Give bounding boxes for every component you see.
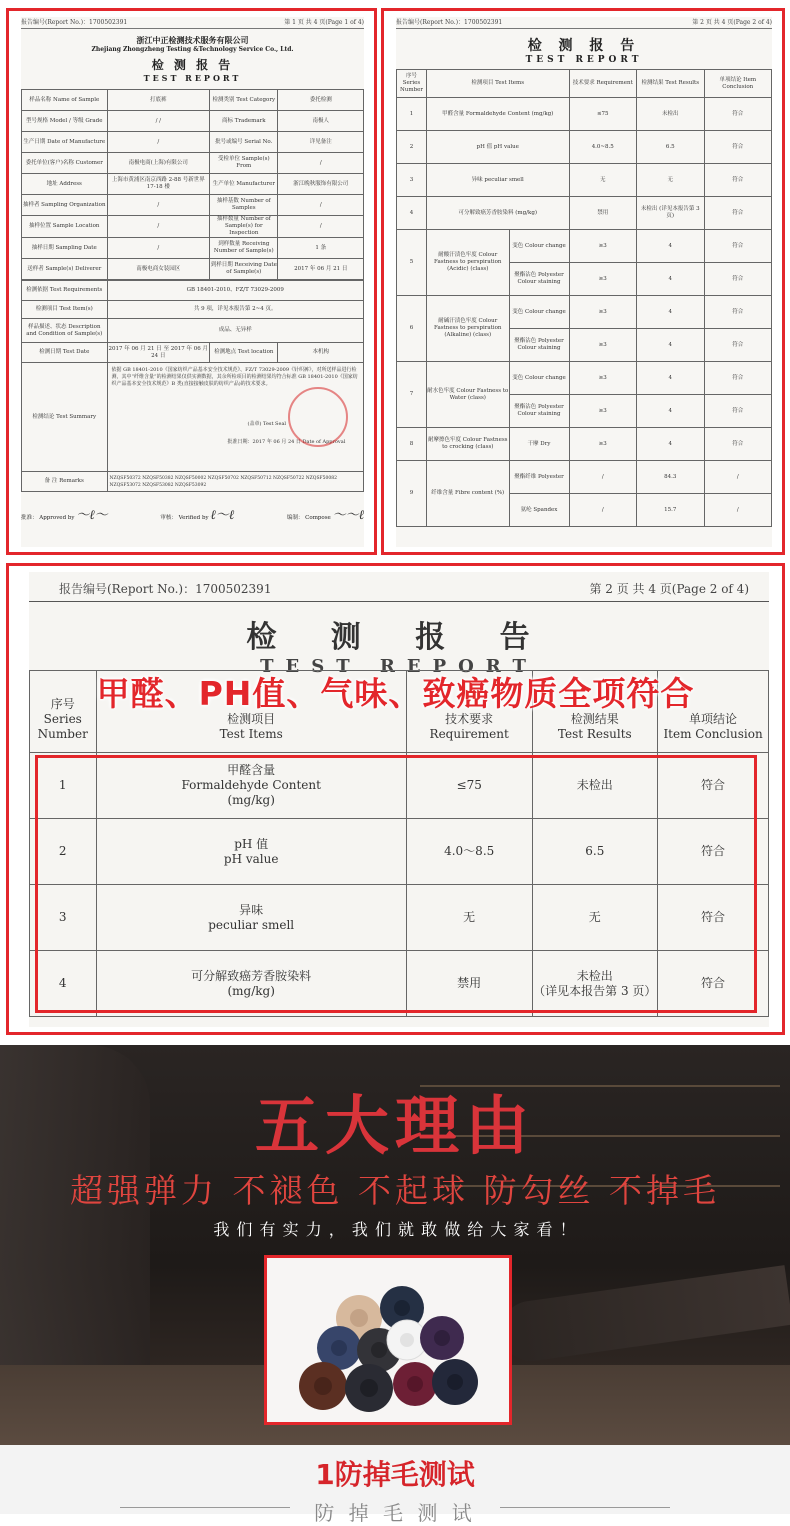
report-number: 报告编号(Report No.)：1700502391 bbox=[396, 19, 503, 26]
column-header: 检测结果 Test Results bbox=[637, 70, 705, 98]
field-label: 检测类别 Test Category bbox=[210, 90, 278, 111]
loc-label: 检测地点 Test location bbox=[210, 343, 278, 363]
column-header: 技术要求 Requirement bbox=[569, 70, 637, 98]
five-reasons-banner bbox=[0, 1045, 790, 1445]
requirement: 无 bbox=[569, 164, 637, 197]
column-header: 检测项目 Test Items bbox=[96, 671, 406, 753]
table-row bbox=[397, 362, 772, 395]
test-result: 4 bbox=[637, 428, 705, 461]
item-conclusion: 符合 bbox=[704, 329, 772, 362]
requirement: ≥3 bbox=[569, 296, 637, 329]
requirement: 4.0~8.5 bbox=[569, 131, 637, 164]
field-value: / bbox=[107, 195, 210, 216]
table-row bbox=[397, 131, 772, 164]
date-value: 2017 年 06 月 21 日 至 2017 年 06 月 24 日 bbox=[107, 343, 210, 363]
field-label: 生产日期 Date of Manufacture bbox=[22, 132, 108, 153]
table-row bbox=[397, 98, 772, 131]
report-page-1-panel bbox=[6, 8, 377, 555]
report-page-2 bbox=[396, 17, 772, 547]
item-conclusion: / bbox=[704, 461, 772, 494]
roll-purple bbox=[420, 1316, 464, 1360]
series-number: 2 bbox=[30, 819, 97, 885]
field-value: 浙江晚秋服饰有限公司 bbox=[278, 174, 364, 195]
test-item: 纤维含量 Fibre content (%) bbox=[427, 461, 510, 527]
test-sub-item: 聚酯沾色 Polyester Colour staining bbox=[509, 329, 569, 362]
series-number: 8 bbox=[397, 428, 427, 461]
table-row bbox=[397, 230, 772, 263]
item-conclusion: 符合 bbox=[704, 428, 772, 461]
field-value: 2017 年 06 月 21 日 bbox=[278, 259, 364, 280]
promo-tagline: 我 们 有 实 力 ， 我 们 就 敢 做 给 大 家 看 ！ bbox=[213, 1220, 577, 1239]
test-sub-item: 聚酯沾色 Polyester Colour staining bbox=[509, 263, 569, 296]
table-row bbox=[22, 111, 364, 132]
report-title-en: TEST REPORT bbox=[525, 55, 643, 65]
item-conclusion: 符合 bbox=[658, 753, 769, 819]
table-row bbox=[397, 296, 772, 329]
field-value: 南极电商(上海)有限公司 bbox=[107, 153, 210, 174]
field-label: 送样者 Sample(s) Deliverer bbox=[22, 259, 108, 280]
summary-label: 检测结论 Test Summary bbox=[22, 363, 108, 472]
table-row bbox=[22, 259, 364, 280]
series-number: 1 bbox=[30, 753, 97, 819]
field-value: / bbox=[278, 195, 364, 216]
section-subtitle: 防 掉 毛 测 试 bbox=[314, 1501, 476, 1525]
item-conclusion: 符合 bbox=[704, 164, 772, 197]
field-value: 详见备注 bbox=[278, 132, 364, 153]
field-label: 生产单位 Manufacturer bbox=[210, 174, 278, 195]
field-value: / bbox=[278, 216, 364, 238]
test-result: 无 bbox=[637, 164, 705, 197]
test-item: 甲醛含量 Formaldehyde Content (mg/kg) bbox=[96, 753, 406, 819]
items-label: 检测项目 Test Item(s) bbox=[22, 301, 108, 319]
loc-value: 本机构 bbox=[278, 343, 364, 363]
basis-label: 检测依据 Test Requirements bbox=[22, 281, 108, 301]
test-result: 4 bbox=[637, 296, 705, 329]
field-value: / / bbox=[107, 111, 210, 132]
field-label: 抽样基数 Number of Samples bbox=[210, 195, 278, 216]
approval-date: 批准日期：2017 年 06 月 24 日 Date of Approval bbox=[227, 439, 346, 445]
test-sub-item: 变色 Colour change bbox=[509, 230, 569, 263]
series-number: 9 bbox=[397, 461, 427, 527]
field-value: 上海市黄浦区南京西路 2-88 号新世界 17-18 楼 bbox=[107, 174, 210, 195]
column-header: 单项结论 Item Conclusion bbox=[658, 671, 769, 753]
series-number: 3 bbox=[30, 885, 97, 951]
page-number: 第 1 页 共 4 页(Page 1 of 4) bbox=[284, 19, 364, 26]
item-conclusion: 符合 bbox=[704, 131, 772, 164]
item-conclusion: 符合 bbox=[704, 230, 772, 263]
field-value: 南极电商女装园区 bbox=[107, 259, 210, 280]
test-item: 耐摩擦色牢度 Colour Fastness to crocking (class) bbox=[427, 428, 510, 461]
requirement: ≥3 bbox=[569, 329, 637, 362]
test-seal-stamp bbox=[288, 387, 348, 447]
test-item: 可分解致癌芳香胺染料 (mg/kg) bbox=[427, 197, 570, 230]
report-title-cn: 检 测 报 告 bbox=[246, 620, 552, 655]
approved-by: 批准： Approved by 〜ℓ〜 bbox=[21, 508, 108, 523]
test-result: 4 bbox=[637, 395, 705, 428]
test-result: 未检出 (详见本报告第 3 页) bbox=[637, 197, 705, 230]
report-page-1 bbox=[21, 17, 364, 547]
composer-signature: 〜〜ℓ bbox=[332, 508, 364, 523]
requirement: / bbox=[569, 494, 637, 527]
column-header: 序号 Series Number bbox=[397, 70, 427, 98]
test-result: 4 bbox=[637, 329, 705, 362]
seal-text: (盖章) Test Seal bbox=[247, 421, 287, 427]
field-label: 到样数量 Receiving Number of Sample(s) bbox=[210, 238, 278, 259]
test-item: pH 值 pH value bbox=[427, 131, 570, 164]
requirement: 禁用 bbox=[569, 197, 637, 230]
requirement: 禁用 bbox=[406, 951, 532, 1017]
item-conclusion: 符合 bbox=[704, 395, 772, 428]
table-row bbox=[22, 238, 364, 259]
field-value: / bbox=[278, 153, 364, 174]
sample-info-table bbox=[21, 89, 364, 280]
column-header: 序号 Series Number bbox=[30, 671, 97, 753]
table-header-row bbox=[397, 70, 772, 98]
table-row bbox=[22, 132, 364, 153]
report-title-cn: 检 测 报 告 bbox=[527, 38, 641, 54]
test-sub-item: 干摩 Dry bbox=[509, 428, 569, 461]
field-label: 抽样日期 Sampling Date bbox=[22, 238, 108, 259]
series-number: 4 bbox=[397, 197, 427, 230]
series-number: 1 bbox=[397, 98, 427, 131]
report-number: 报告编号(Report No.)：1700502391 bbox=[21, 19, 128, 26]
test-item: 甲醛含量 Formaldehyde Content (mg/kg) bbox=[427, 98, 570, 131]
test-result: 未检出 bbox=[637, 98, 705, 131]
test-sub-item: 氨纶 Spandex bbox=[509, 494, 569, 527]
table-row bbox=[22, 90, 364, 111]
requirement: ≥3 bbox=[569, 362, 637, 395]
item-conclusion: / bbox=[704, 494, 772, 527]
field-value: 南极人 bbox=[278, 111, 364, 132]
field-value: / bbox=[107, 216, 210, 238]
composed-by: 编制： Compose 〜〜ℓ bbox=[286, 508, 364, 523]
report-detail-table bbox=[21, 280, 364, 492]
requirement: 无 bbox=[406, 885, 532, 951]
test-sub-item: 聚酯沾色 Polyester Colour staining bbox=[509, 395, 569, 428]
test-result: 84.3 bbox=[637, 461, 705, 494]
requirement: 4.0～8.5 bbox=[406, 819, 532, 885]
roll-dark-blue bbox=[432, 1359, 478, 1405]
item-conclusion: 符合 bbox=[704, 296, 772, 329]
field-value: 委托检测 bbox=[278, 90, 364, 111]
series-number: 4 bbox=[30, 951, 97, 1017]
section-heading-area bbox=[0, 1445, 790, 1525]
test-result: 15.7 bbox=[637, 494, 705, 527]
table-row bbox=[22, 216, 364, 238]
field-label: 抽样位置 Sample Location bbox=[22, 216, 108, 238]
field-label: 商标 Trademark bbox=[210, 111, 278, 132]
org-name-cn: 浙江中正检测技术服务有限公司 bbox=[136, 35, 249, 45]
leggings-rolls-illustration bbox=[267, 1258, 509, 1422]
remarks-value: NZQSF50372 NZQSF50382 NZQSF50002 NZQSF50702 NZQSF50712 NZQSF50722 NZQSF50082 NZQSF53072 NZQSF53082 NZQSF53092 bbox=[107, 472, 364, 492]
report-page-2-panel bbox=[381, 8, 785, 555]
series-number: 7 bbox=[397, 362, 427, 428]
field-label: 受检单位 Sample(s) From bbox=[210, 153, 278, 174]
verified-by: 审核： Verified by ℓ〜ℓ bbox=[160, 508, 235, 523]
promo-subtitle: 超强弹力 不褪色 不起球 防勾丝 不掉毛 bbox=[70, 1171, 720, 1210]
field-value: 打底裤 bbox=[107, 90, 210, 111]
table-row bbox=[22, 174, 364, 195]
requirement: ≥3 bbox=[569, 428, 637, 461]
basis-value: GB 18401-2010、FZ/T 73029-2009 bbox=[107, 281, 364, 301]
table-row bbox=[397, 461, 772, 494]
field-value: / bbox=[107, 238, 210, 259]
report-header bbox=[29, 572, 769, 602]
series-number: 3 bbox=[397, 164, 427, 197]
test-results-table bbox=[396, 69, 772, 527]
field-label: 抽样者 Sampling Organization bbox=[22, 195, 108, 216]
item-conclusion: 符合 bbox=[704, 98, 772, 131]
test-result: 未检出 （详见本报告第 3 页） bbox=[532, 951, 658, 1017]
field-label: 到样日期 Receiving Date of Sample(s) bbox=[210, 259, 278, 280]
promo-title: 五大理由 bbox=[255, 1090, 535, 1164]
table-row bbox=[397, 197, 772, 230]
test-result: 6.5 bbox=[637, 131, 705, 164]
requirement: ≤75 bbox=[406, 753, 532, 819]
test-result: 未检出 bbox=[532, 753, 658, 819]
items-value: 共 9 项，详见本报告第 2~4 页。 bbox=[107, 301, 364, 319]
item-conclusion: 符合 bbox=[704, 362, 772, 395]
test-result: 4 bbox=[637, 263, 705, 296]
test-result: 4 bbox=[637, 230, 705, 263]
report-title-en: TEST REPORT bbox=[260, 656, 538, 676]
field-value: 1 条 bbox=[278, 238, 364, 259]
item-conclusion: 符合 bbox=[658, 951, 769, 1017]
test-item: 耐酸汗渍色牢度 Colour Fastness to perspiration (Acidic) (class) bbox=[427, 230, 510, 296]
requirement: ≤75 bbox=[569, 98, 637, 131]
report-page-2-zoom bbox=[29, 572, 769, 1027]
page-number: 第 2 页 共 4 页(Page 2 of 4) bbox=[589, 582, 749, 596]
compliance-banner: 甲醛、PH值、气味、致癌物质全项符合 bbox=[96, 674, 695, 713]
test-result: 4 bbox=[637, 362, 705, 395]
field-value: / bbox=[107, 132, 210, 153]
desc-label: 样品描述、状态 Description and Condition of Sample(s) bbox=[22, 319, 108, 343]
item-conclusion: 符合 bbox=[704, 197, 772, 230]
remarks-label: 备 注 Remarks bbox=[22, 472, 108, 492]
model-legs-silhouette bbox=[497, 1265, 790, 1365]
verifier-signature: ℓ〜ℓ bbox=[210, 508, 235, 523]
column-header: 技术要求 Requirement bbox=[406, 671, 532, 753]
item-conclusion: 符合 bbox=[658, 885, 769, 951]
field-label: 地址 Address bbox=[22, 174, 108, 195]
table-row bbox=[397, 164, 772, 197]
signature-row bbox=[21, 504, 364, 523]
date-label: 检测日期 Test Date bbox=[22, 343, 108, 363]
page-number: 第 2 页 共 4 页(Page 2 of 4) bbox=[692, 19, 772, 26]
table-row bbox=[22, 153, 364, 174]
roll-charcoal bbox=[345, 1364, 393, 1412]
field-label: 样品名称 Name of Sample bbox=[22, 90, 108, 111]
series-number: 6 bbox=[397, 296, 427, 362]
section-title: 1防掉毛测试 bbox=[315, 1458, 475, 1491]
table-row bbox=[22, 195, 364, 216]
desc-value: 成品、无异样 bbox=[107, 319, 364, 343]
org-name-en: Zhejiang Zhongzheng Testing &Technology Service Co., Ltd. bbox=[91, 46, 294, 53]
test-item: 可分解致癌芳香胺染料 (mg/kg) bbox=[96, 951, 406, 1017]
test-result: 6.5 bbox=[532, 819, 658, 885]
column-header: 单项结论 Item Conclusion bbox=[704, 70, 772, 98]
field-label: 批号或编号 Serial No. bbox=[210, 132, 278, 153]
test-sub-item: 变色 Colour change bbox=[509, 362, 569, 395]
product-image-frame bbox=[264, 1255, 512, 1425]
test-sub-item: 聚酯纤维 Polyester bbox=[509, 461, 569, 494]
report-title-en: TEST REPORT bbox=[143, 73, 242, 83]
report-title-cn: 检 测 报 告 bbox=[151, 58, 234, 72]
report-header bbox=[21, 17, 364, 29]
table-row bbox=[397, 428, 772, 461]
test-item: pH 值 pH value bbox=[96, 819, 406, 885]
test-item: 耐水色牢度 Colour Fastness to Water (class) bbox=[427, 362, 510, 428]
test-result: 无 bbox=[532, 885, 658, 951]
field-label: 型号规格 Model / 等级 Grade bbox=[22, 111, 108, 132]
requirement: ≥3 bbox=[569, 230, 637, 263]
test-item: 耐碱汗渍色牢度 Colour Fastness to perspiration (Alkaline) (class) bbox=[427, 296, 510, 362]
column-header: 检测项目 Test Items bbox=[427, 70, 570, 98]
roll-brown bbox=[299, 1362, 347, 1410]
test-sub-item: 变色 Colour change bbox=[509, 296, 569, 329]
item-conclusion: 符合 bbox=[658, 819, 769, 885]
report-zoom-panel bbox=[6, 563, 785, 1035]
roll-burgundy bbox=[393, 1362, 437, 1406]
column-header: 检测结果 Test Results bbox=[532, 671, 658, 753]
requirement: / bbox=[569, 461, 637, 494]
report-header bbox=[396, 17, 772, 29]
report-number: 报告编号(Report No.)：1700502391 bbox=[59, 582, 272, 596]
requirement: ≥3 bbox=[569, 263, 637, 296]
summary-text: 依据 GB 18401-2010《国家纺织产品基本安全技术规范》、FZ/T 73029-2009《针织裤》，对所送样品进行检测，其中“纤维含量”的检测结果仅供实测数据，其余所检项目的检测结果均符合标准 GB 18401-2010《国家纺织产品基本安全技术规范》B 类(直接接触皮肤的纺织产品)的技术要求。 bbox=[111, 367, 358, 387]
approver-signature: 〜ℓ〜 bbox=[76, 508, 108, 523]
requirement: ≥3 bbox=[569, 395, 637, 428]
test-item: 异味 peculiar smell bbox=[427, 164, 570, 197]
field-label: 抽样数量 Number of Sample(s) for Inspection bbox=[210, 216, 278, 238]
item-conclusion: 符合 bbox=[704, 263, 772, 296]
highlight-box bbox=[35, 755, 757, 1013]
test-item: 异味 peculiar smell bbox=[96, 885, 406, 951]
series-number: 5 bbox=[397, 230, 427, 296]
field-label: 委托单位(客户)名称 Customer bbox=[22, 153, 108, 174]
series-number: 2 bbox=[397, 131, 427, 164]
